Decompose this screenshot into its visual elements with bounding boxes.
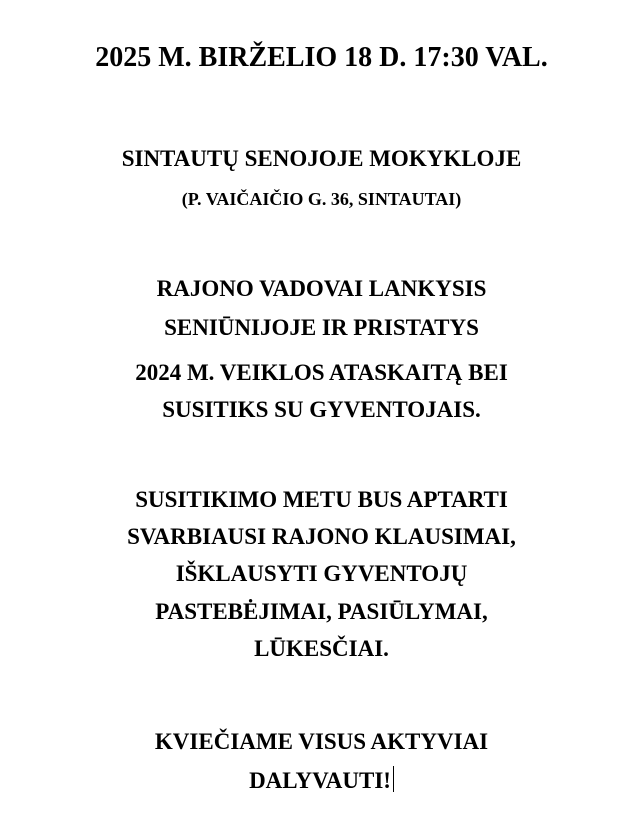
invitation-line-final[interactable] (0, 766, 643, 792)
agenda-line: LŪKESČIAI. (254, 636, 389, 661)
announcement-line: SUSITIKS SU GYVENTOJAIS. (162, 397, 481, 422)
agenda-line: PASTEBĖJIMAI, PASIŪLYMAI, (155, 599, 488, 624)
event-venue: SINTAUTŲ SENOJOJE MOKYKLOJE (121, 146, 522, 171)
agenda-line: SUSITIKIMO METU BUS APTARTI (135, 487, 508, 512)
invitation-line-text: DALYVAUTI! (249, 768, 391, 793)
event-address: (P. VAIČAIČIO G. 36, SINTAUTAI) (181, 189, 462, 209)
invitation-line: KVIEČIAME VISUS AKTYVIAI (154, 729, 489, 754)
announcement-line: 2024 M. VEIKLOS ATASKAITĄ BEI (135, 360, 508, 385)
agenda-line: SVARBIAUSI RAJONO KLAUSIMAI, (127, 524, 516, 549)
agenda-line: IŠKLAUSYTI GYVENTOJŲ (175, 561, 468, 586)
announcement-line: SENIŪNIJOJE IR PRISTATYS (164, 315, 479, 340)
announcement-line: RAJONO VADOVAI LANKYSIS (156, 276, 487, 301)
event-datetime: 2025 M. BIRŽELIO 18 D. 17:30 VAL. (95, 42, 548, 73)
text-cursor (393, 766, 394, 792)
